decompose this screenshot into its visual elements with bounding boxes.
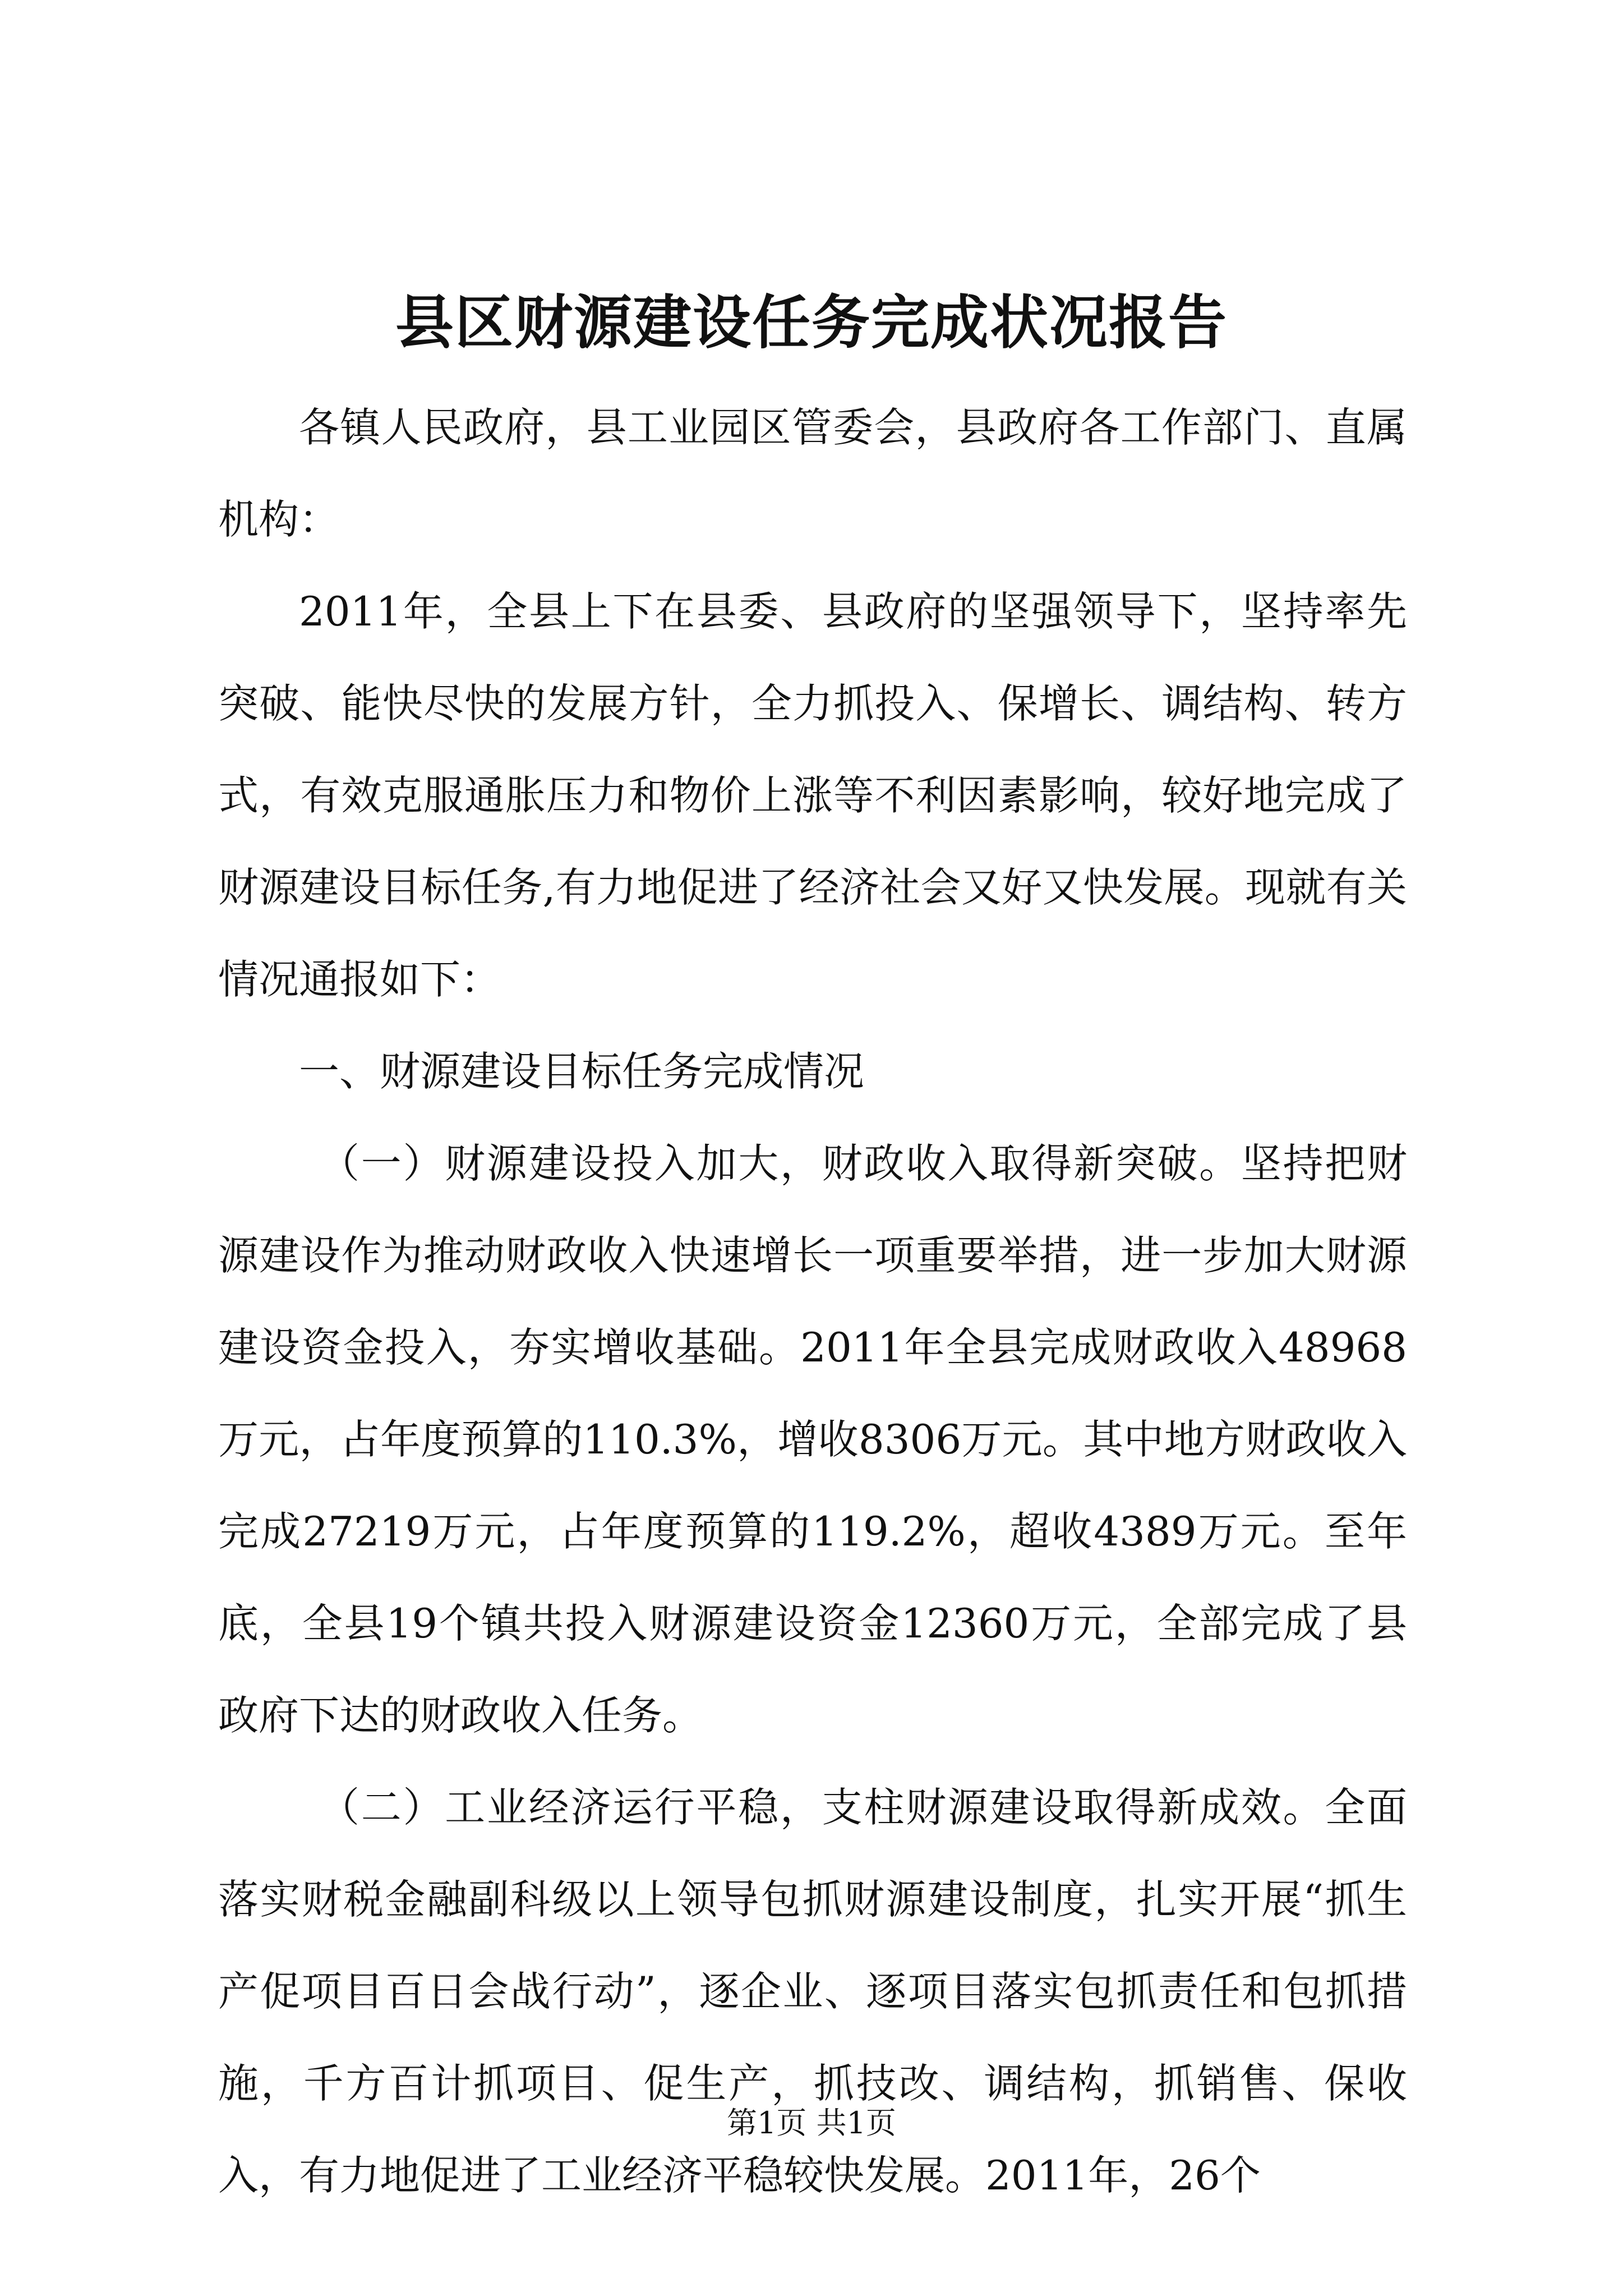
subsection-2-paragraph: （二）工业经济运行平稳，支柱财源建设取得新成效。全面落实财税金融副科级以上领导包抓财源建设制度，扎实开展“抓生产促项目百日会战行动”，逐企业、逐项目落实包抓责任和包抓措施，千方百计抓项目、促生产，抓技改、调结构，抓销售、保收入，有力地促进了工业经济平稳较快发展。2011年，26个 bbox=[218, 1784, 1407, 2199]
page-number-label: 第1页 共1页 bbox=[727, 2105, 896, 2141]
document-title: 县区财源建设任务完成状况报告 bbox=[395, 288, 1228, 357]
section-heading: 一、财源建设目标任务完成情况 bbox=[299, 1048, 865, 1095]
subsection-1-paragraph: （一）财源建设投入加大，财政收入取得新突破。坚持把财源建设作为推动财政收入快速增长一项重要举措，进一步加大财源建设资金投入，夯实增收基础。2011年全县完成财政收入48968万元，占年度预算的110.3%，增收8306万元。其中地方财政收入完成27219万元，占年度预算的119.2%，超收4389万元。至年底，全县19个镇共投入财源建设资金12360万元，全部完成了县政府下达的财政收入任务。 bbox=[218, 1140, 1407, 1739]
page-footer bbox=[0, 2101, 1623, 2146]
intro-paragraph: 2011年，全县上下在县委、县政府的坚强领导下，坚持率先突破、能快尽快的发展方针，全力抓投入、保增长、调结构、转方式，有效克服通胀压力和物价上涨等不利因素影响，较好地完成了财源建设目标任务,有力地促进了经济社会又好又快发展。现就有关情况通报如下： bbox=[218, 588, 1407, 1003]
addressee-paragraph: 各镇人民政府，县工业园区管委会，县政府各工作部门、直属机构： bbox=[218, 404, 1407, 543]
document-body bbox=[218, 381, 1407, 2221]
